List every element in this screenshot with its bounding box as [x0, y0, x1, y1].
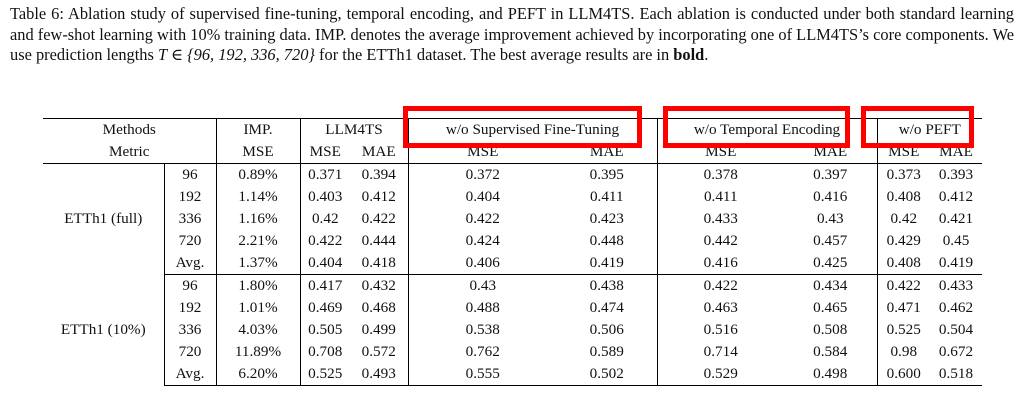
cell-te-mse: 0.529: [657, 363, 784, 386]
cell-sft-mae: 0.423: [557, 208, 657, 230]
header-llm-mae: MAE: [350, 141, 408, 164]
cell-llm-mae: 0.572: [350, 341, 408, 363]
cell-llm-mae: 0.432: [350, 275, 408, 298]
table-row: [43, 341, 982, 363]
dataset-group-label: ETTh1 (10%): [43, 275, 164, 386]
cell-sft-mse: 0.488: [465, 299, 500, 316]
table-row: [43, 230, 982, 252]
cell-llm-mae: 0.444: [350, 230, 408, 252]
cell-peft-mse: 0.600: [877, 363, 930, 386]
cell-imp: 1.37%: [216, 252, 300, 275]
cell-peft-mse: 0.42: [890, 210, 918, 227]
cell-llm-mse: 0.371: [308, 166, 343, 183]
prediction-length: 336: [164, 208, 216, 230]
cell-te-mse: 0.463: [703, 299, 738, 316]
caption-text-3: .: [704, 45, 709, 64]
cell-peft-mse: 0.408: [877, 252, 930, 275]
cell-te-mse: 0.442: [703, 232, 738, 249]
cell-llm-mae: 0.412: [350, 186, 408, 208]
cell-imp: 1.14%: [216, 186, 300, 208]
cell-llm-mae: 0.418: [350, 252, 408, 275]
cell-te-mae: 0.43: [784, 208, 877, 230]
cell-llm-mae: 0.468: [350, 297, 408, 319]
cell-peft-mse: 0.408: [886, 188, 921, 205]
cell-sft-mae: 0.474: [557, 297, 657, 319]
caption-bold-word: bold: [673, 45, 705, 64]
cell-te-mae: 0.425: [784, 252, 877, 275]
cell-peft-mae: 0.462: [938, 299, 974, 316]
header-te-mse: MSE: [657, 141, 784, 164]
prediction-length: 192: [164, 186, 216, 208]
header-row-methods: [43, 119, 982, 142]
cell-sft-mae: 0.448: [557, 230, 657, 252]
cell-llm-mae: 0.422: [350, 208, 408, 230]
cell-peft-mae: 0.45: [942, 232, 970, 249]
prediction-length: 336: [164, 319, 216, 341]
prediction-length: 720: [164, 230, 216, 252]
cell-sft-mse: 0.422: [465, 210, 500, 227]
cell-te-mse: 0.516: [703, 321, 738, 338]
cell-llm-mse: 0.505: [308, 321, 343, 338]
header-llm4ts: LLM4TS: [300, 119, 408, 142]
cell-peft-mse: 0.429: [886, 232, 921, 249]
caption-text-1: Ablation study of supervised fine-tuning, temporal encoding, and PEFT in LLM4TS. Each ablation is conducted under both standard learning and few-shot learning with 10% training data. IMP. denotes the average improvement achieved by incorporating one of LLM4TS’s core components. We use prediction lengths: [10, 4, 1014, 64]
cell-imp: 11.89%: [216, 341, 300, 363]
table-row: [43, 164, 982, 187]
cell-peft-mae: 0.393: [938, 166, 974, 183]
cell-sft-mae: 0.438: [557, 275, 657, 298]
header-imp: IMP.: [216, 119, 300, 142]
cell-te-mae: 0.465: [784, 297, 877, 319]
cell-llm-mae: 0.493: [350, 363, 408, 386]
table-row: [43, 363, 982, 386]
cell-te-mae: 0.584: [784, 341, 877, 363]
header-sft-mse: MSE: [408, 141, 557, 164]
cell-te-mse: 0.411: [703, 188, 738, 205]
cell-sft-mae: 0.589: [557, 341, 657, 363]
cell-sft-mse: 0.538: [465, 321, 500, 338]
prediction-length: 192: [164, 297, 216, 319]
prediction-length: 96: [164, 164, 216, 187]
cell-llm-mse: 0.422: [308, 232, 343, 249]
cell-llm-mse: 0.469: [308, 299, 343, 316]
cell-llm-mse: 0.403: [308, 188, 343, 205]
prediction-length: Avg.: [164, 252, 216, 275]
table-row: [43, 252, 982, 275]
cell-peft-mae: 0.433: [938, 277, 974, 294]
cell-imp: 1.80%: [216, 275, 300, 298]
cell-te-mse: 0.416: [657, 252, 784, 275]
cell-imp: 4.03%: [216, 319, 300, 341]
cell-te-mse: 0.422: [703, 277, 738, 294]
cell-sft-mse: 0.555: [408, 363, 557, 386]
cell-te-mae: 0.434: [784, 275, 877, 298]
cell-sft-mse: 0.372: [465, 166, 500, 183]
cell-peft-mse: 0.373: [886, 166, 921, 183]
cell-sft-mae: 0.506: [557, 319, 657, 341]
cell-llm-mse: 0.417: [308, 277, 343, 294]
cell-llm-mse: 0.42: [311, 210, 339, 227]
header-peft-mae: MAE: [930, 141, 982, 164]
cell-peft-mae: 0.412: [938, 188, 974, 205]
caption-label: Table 6:: [10, 4, 64, 23]
cell-imp: 1.16%: [216, 208, 300, 230]
cell-te-mse: 0.714: [703, 343, 738, 360]
caption-math: T ∈ {96, 192, 336, 720}: [157, 45, 315, 64]
prediction-length: 96: [164, 275, 216, 298]
cell-te-mae: 0.508: [784, 319, 877, 341]
cell-te-mae: 0.498: [784, 363, 877, 386]
prediction-length: 720: [164, 341, 216, 363]
cell-peft-mse: 0.471: [886, 299, 921, 316]
cell-te-mse: 0.433: [703, 210, 738, 227]
cell-peft-mse: 0.422: [886, 277, 921, 294]
cell-peft-mae: 0.518: [930, 363, 982, 386]
cell-peft-mae: 0.421: [938, 210, 974, 227]
cell-sft-mse: 0.762: [465, 343, 500, 360]
header-wo-te: w/o Temporal Encoding: [657, 119, 877, 142]
cell-sft-mae: 0.502: [557, 363, 657, 386]
cell-sft-mae: 0.419: [557, 252, 657, 275]
cell-peft-mse: 0.525: [886, 321, 921, 338]
header-row-metric: [43, 141, 982, 164]
header-metric: Metric: [43, 141, 216, 164]
cell-te-mae: 0.416: [784, 186, 877, 208]
table-row: [43, 319, 982, 341]
cell-peft-mse: 0.98: [890, 343, 918, 360]
cell-sft-mse: 0.406: [408, 252, 557, 275]
header-sft-mae: MAE: [557, 141, 657, 164]
cell-llm-mse: 0.525: [300, 363, 350, 386]
cell-llm-mse: 0.404: [300, 252, 350, 275]
caption-text-2: for the ETTh1 dataset. The best average results are in: [314, 45, 674, 64]
header-methods: Methods: [43, 119, 216, 142]
cell-llm-mse: 0.708: [308, 343, 343, 360]
prediction-length: Avg.: [164, 363, 216, 386]
table-caption: [10, 4, 1014, 66]
cell-llm-mae: 0.394: [350, 164, 408, 187]
cell-peft-mae: 0.672: [938, 343, 974, 360]
cell-imp: 2.21%: [216, 230, 300, 252]
cell-sft-mae: 0.395: [557, 164, 657, 187]
cell-llm-mae: 0.499: [350, 319, 408, 341]
header-imp-mse: MSE: [216, 141, 300, 164]
table-row: [43, 275, 982, 298]
cell-sft-mse: 0.404: [465, 188, 500, 205]
cell-te-mae: 0.457: [784, 230, 877, 252]
cell-imp: 0.89%: [216, 164, 300, 187]
header-wo-sft: w/o Supervised Fine-Tuning: [408, 119, 657, 142]
table-row: [43, 297, 982, 319]
header-wo-peft: w/o PEFT: [877, 119, 982, 142]
table-row: [43, 186, 982, 208]
dataset-group-label: ETTh1 (full): [43, 164, 164, 275]
ablation-table: [43, 118, 982, 386]
cell-sft-mse: 0.43: [469, 277, 497, 294]
cell-sft-mse: 0.424: [465, 232, 500, 249]
table-row: [43, 208, 982, 230]
cell-imp: 6.20%: [216, 363, 300, 386]
cell-peft-mae: 0.419: [930, 252, 982, 275]
cell-peft-mae: 0.504: [938, 321, 974, 338]
cell-te-mse: 0.378: [703, 166, 738, 183]
cell-te-mae: 0.397: [784, 164, 877, 187]
cell-sft-mae: 0.411: [557, 186, 657, 208]
header-llm-mse: MSE: [300, 141, 350, 164]
cell-imp: 1.01%: [216, 297, 300, 319]
header-te-mae: MAE: [784, 141, 877, 164]
header-peft-mse: MSE: [877, 141, 930, 164]
